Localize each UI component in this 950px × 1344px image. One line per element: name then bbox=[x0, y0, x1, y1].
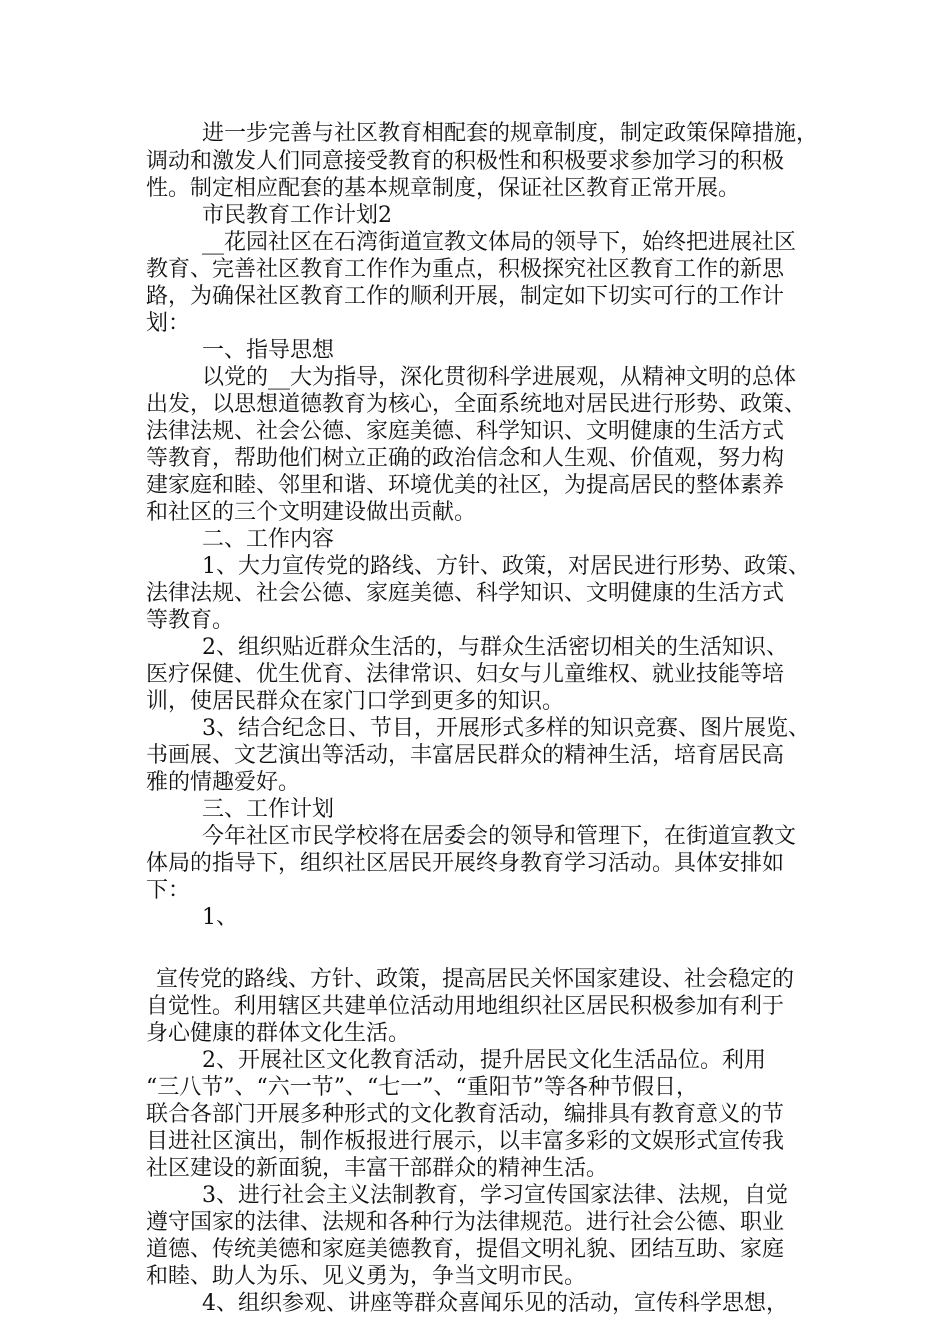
text-line: 宣传党的路线、方针、政策，提高居民关怀国家建设、社会稳定的 bbox=[156, 967, 795, 992]
text-line: 调动和激发人们同意接受教育的积极性和积极要求参加学习的积极 bbox=[146, 149, 785, 174]
text-line: __花园社区在石湾街道宣教文体局的领导下，始终把进展社区 bbox=[202, 230, 797, 255]
text-line: 3、结合纪念日、节目，开展形式多样的知识竞赛、图片展览、 bbox=[202, 716, 810, 741]
text-line: 出发，以思想道德教育为核心，全面系统地对居民进行形势、政策、 bbox=[146, 392, 807, 417]
text-line: 3、进行社会主义法制教育，学习宣传国家法律、法规，自觉 bbox=[202, 1183, 788, 1208]
text-line: 社区建设的新面貌，丰富干部群众的精神生活。 bbox=[146, 1156, 609, 1181]
text-line: 书画展、文艺演出等活动，丰富居民群众的精神生活，培育居民高 bbox=[146, 743, 785, 768]
section-heading: 二、工作内容 bbox=[202, 527, 335, 552]
text-line: 训，使居民群众在家门口学到更多的知识。 bbox=[146, 689, 565, 714]
text-line: 路，为确保社区教育工作的顺利开展，制定如下切实可行的工作计 bbox=[146, 284, 785, 309]
text-line: 等教育，帮助他们树立正确的政治信念和人生观、价值观，努力构 bbox=[146, 446, 785, 471]
text-line: 联合各部门开展多种形式的文化教育活动，编排具有教育意义的节 bbox=[146, 1102, 785, 1127]
text-line: 和社区的三个文明建设做出贡献。 bbox=[146, 500, 477, 525]
section-heading: 一、指导思想 bbox=[202, 338, 335, 363]
text-line: 划： bbox=[146, 311, 191, 336]
text-line: 医疗保健、优生优育、法律常识、妇女与儿童维权、就业技能等培 bbox=[146, 662, 785, 687]
text-line: 2、开展社区文化教育活动，提升居民文化生活品位。利用 bbox=[202, 1048, 766, 1073]
text-line: “三八节”、“六一节”、“七一”、“重阳节”等各种节假日， bbox=[146, 1075, 698, 1100]
text-line: 体局的指导下，组织社区居民开展终身教育学习活动。具体安排如 bbox=[146, 851, 785, 876]
text-line: 4、组织参观、讲座等群众喜闻乐见的活动，宣传科学思想， bbox=[202, 1291, 788, 1316]
text-line: 2、组织贴近群众生活的，与群众生活密切相关的生活知识、 bbox=[202, 635, 788, 660]
text-line: 和睦、助人为乐、见义勇为，争当文明市民。 bbox=[146, 1264, 587, 1289]
text-line: 以党的__大为指导，深化贯彻科学进展观，从精神文明的总体 bbox=[202, 365, 797, 390]
text-line: 下： bbox=[146, 878, 191, 903]
text-line: 雅的情趣爱好。 bbox=[146, 770, 301, 795]
section-heading: 三、工作计划 bbox=[202, 797, 335, 822]
list-marker: 1、 bbox=[202, 905, 238, 930]
text-line: 教育、完善社区教育工作作为重点，积极探究社区教育工作的新思 bbox=[146, 257, 785, 282]
text-line: 法律法规、社会公德、家庭美德、科学知识、文明健康的生活方式 bbox=[146, 581, 785, 606]
text-line: 市民教育工作计划2 bbox=[202, 203, 392, 228]
text-line: 遵守国家的法律、法规和各种行为法律规范。进行社会公德、职业 bbox=[146, 1210, 785, 1235]
text-line: 今年社区市民学校将在居委会的领导和管理下，在街道宣教文 bbox=[202, 824, 797, 849]
text-line: 1、大力宣传党的路线、方针、政策，对居民进行形势、政策、 bbox=[202, 554, 810, 579]
text-line: 建家庭和睦、邻里和谐、环境优美的社区，为提高居民的整体素养 bbox=[146, 473, 785, 498]
text-line: 身心健康的群体文化生活。 bbox=[146, 1021, 411, 1046]
text-line: 目进社区演出，制作板报进行展示，以丰富多彩的文娱形式宣传我 bbox=[146, 1129, 785, 1154]
text-line: 法律法规、社会公德、家庭美德、科学知识、文明健康的生活方式 bbox=[146, 419, 785, 444]
text-line: 进一步完善与社区教育相配套的规章制度，制定政策保障措施， bbox=[202, 121, 819, 146]
text-line: 性。制定相应配套的基本规章制度，保证社区教育正常开展。 bbox=[146, 176, 741, 201]
text-line: 等教育。 bbox=[146, 608, 235, 633]
text-line: 道德、传统美德和家庭美德教育，提倡文明礼貌、团结互助、家庭 bbox=[146, 1237, 785, 1262]
text-line: 自觉性。利用辖区共建单位活动用地组织社区居民积极参加有利于 bbox=[146, 994, 785, 1019]
